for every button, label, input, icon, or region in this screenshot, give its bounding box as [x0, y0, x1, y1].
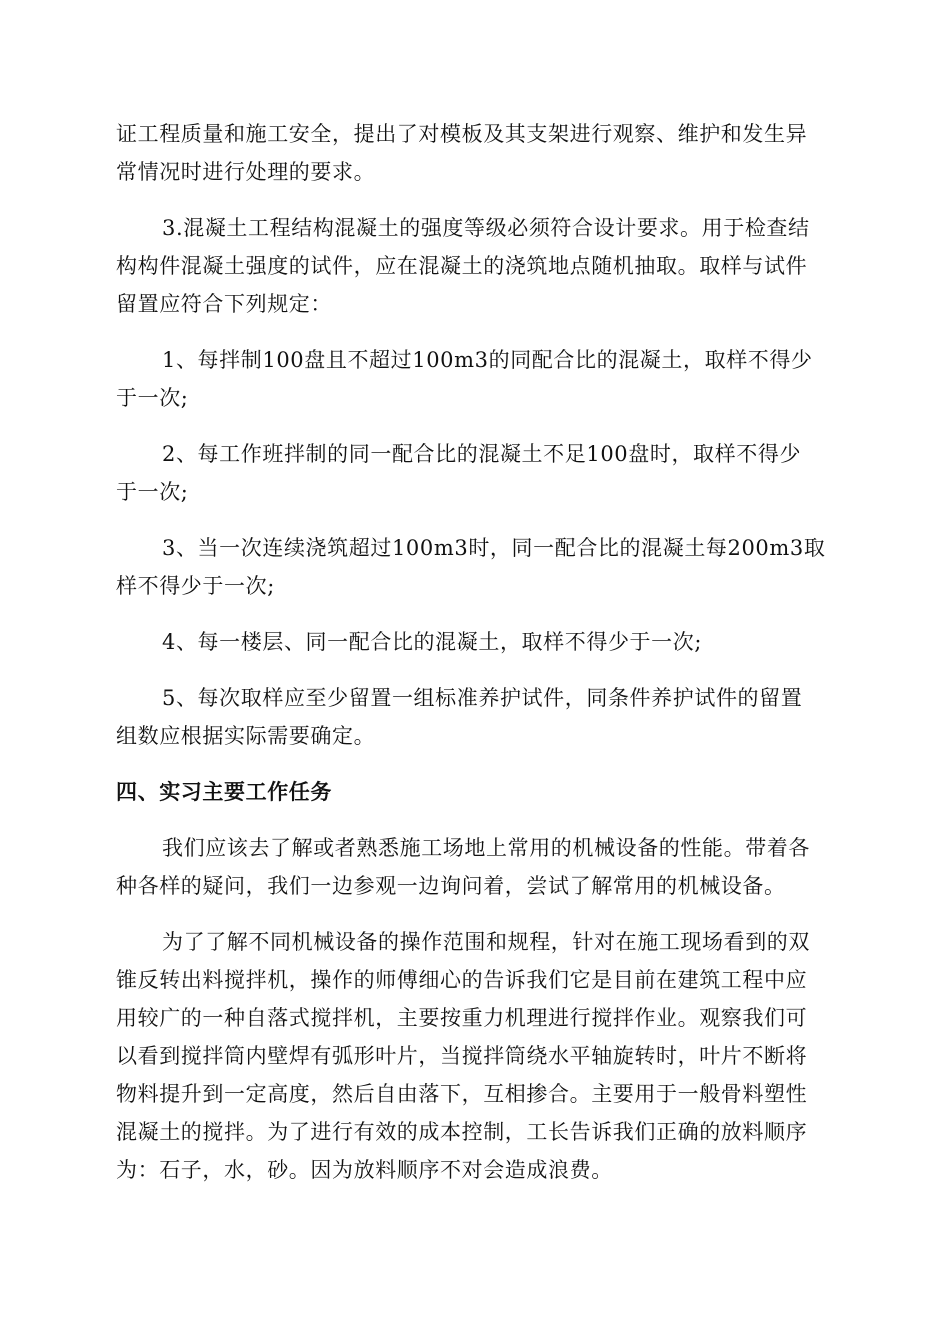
paragraph-line: 留置应符合下列规定：	[116, 292, 332, 316]
paragraph-line: 以看到搅拌筒内壁焊有弧形叶片，当搅拌筒绕水平轴旋转时，叶片不断将	[116, 1044, 808, 1068]
paragraph-line: 3.混凝土工程结构混凝土的强度等级必须符合设计要求。用于检查结	[162, 216, 810, 240]
paragraph-line: 种各样的疑问，我们一边参观一边询问着，尝试了解常用的机械设备。	[116, 874, 786, 898]
paragraph-line: 构构件混凝土强度的试件，应在混凝土的浇筑地点随机抽取。取样与试件	[116, 254, 808, 278]
paragraph-line: 锥反转出料搅拌机，操作的师傅细心的告诉我们它是目前在建筑工程中应	[116, 968, 808, 992]
paragraph-line: 为：石子，水，砂。因为放料顺序不对会造成浪费。	[116, 1158, 613, 1182]
list-item-line: 5、每次取样应至少留置一组标准养护试件，同条件养护试件的留置	[162, 686, 803, 710]
paragraph-line: 物料提升到一定高度，然后自由落下，互相掺合。主要用于一般骨料塑性	[116, 1082, 808, 1106]
list-item-line: 3、当一次连续浇筑超过100m3时，同一配合比的混凝土每200m3取	[162, 536, 826, 560]
paragraph-line: 我们应该去了解或者熟悉施工场地上常用的机械设备的性能。带着各	[162, 836, 810, 860]
paragraph-line: 常情况时进行处理的要求。	[116, 160, 376, 184]
paragraph-line: 为了了解不同机械设备的操作范围和规程，针对在施工现场看到的双	[162, 930, 810, 954]
list-item-line: 于一次;	[116, 480, 189, 504]
list-item-line: 于一次;	[116, 386, 189, 410]
list-item-line: 1、每拌制100盘且不超过100m3的同配合比的混凝土，取样不得少	[162, 348, 813, 372]
list-item-line: 2、每工作班拌制的同一配合比的混凝土不足100盘时，取样不得少	[162, 442, 802, 466]
paragraph-line: 混凝土的搅拌。为了进行有效的成本控制，工长告诉我们正确的放料顺序	[116, 1120, 808, 1144]
list-item-line: 4、每一楼层、同一配合比的混凝土，取样不得少于一次;	[162, 630, 703, 654]
paragraph-line: 用较广的一种自落式搅拌机，主要按重力机理进行搅拌作业。观察我们可	[116, 1006, 808, 1030]
list-item-line: 样不得少于一次;	[116, 574, 275, 598]
section-heading: 四、实习主要工作任务	[116, 780, 332, 804]
list-item-line: 组数应根据实际需要确定。	[116, 724, 376, 748]
paragraph-line: 证工程质量和施工安全，提出了对模板及其支架进行观察、维护和发生异	[116, 122, 808, 146]
